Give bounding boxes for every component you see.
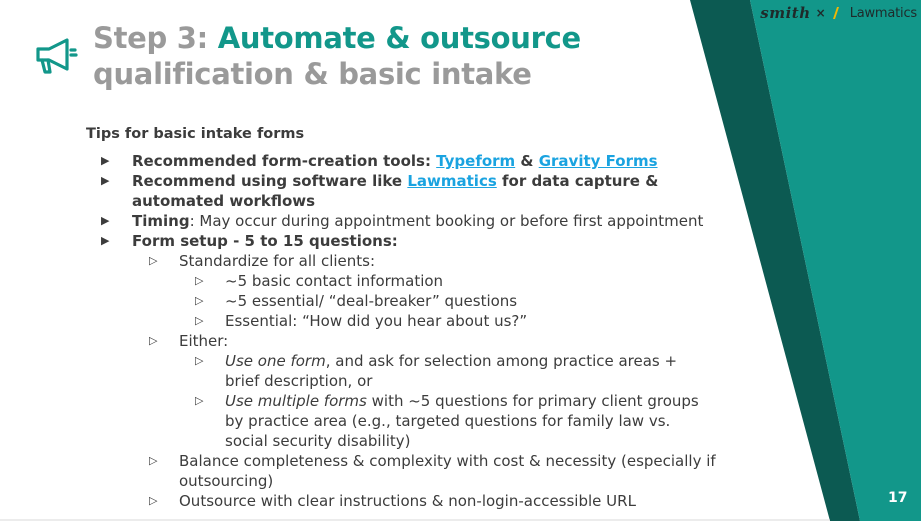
lawmatics-logo: Lawmatics [849, 5, 917, 21]
bullet-text: Either: [179, 332, 229, 350]
bullet-text: Essential: “How did you hear about us?” [225, 312, 528, 330]
sub-bullet-standardize [86, 251, 809, 271]
bullet-rest: : May occur during appointment booking or before first appointment [189, 212, 704, 230]
bullet-text: ~5 essential/ “deal-breaker” questions [225, 292, 518, 310]
bullet-text: ~5 basic contact information [225, 272, 444, 290]
outline-triangle-icon: ▷ [149, 334, 158, 347]
slide-body [86, 124, 786, 511]
sub-sub-bullet [86, 311, 715, 331]
bullet-rest: with ~5 questions for primary client groups by practice area (e.g., targeted questions for family law vs. social security disability) [225, 392, 699, 450]
outline-triangle-icon: ▷ [149, 454, 158, 467]
bullet-rest: for data capture & automated workflows [132, 172, 659, 210]
slide-title [93, 20, 581, 92]
bullet-text: Outsource with clear instructions & non-login-accessible URL [179, 492, 636, 510]
megaphone-icon [34, 36, 78, 76]
bullet-amp: & [515, 152, 539, 170]
bullet-rest: , and ask for selection among practice areas + brief description, or [225, 352, 678, 390]
outline-triangle-icon: ▷ [149, 254, 158, 267]
smith-logo: smith [760, 4, 811, 22]
gravity-forms-link[interactable]: Gravity Forms [538, 152, 658, 170]
bullet-text: Recommend using software like [132, 172, 408, 190]
sub-sub-bullet [86, 291, 715, 311]
outline-triangle-icon: ▷ [195, 274, 204, 287]
bullet-text: Recommended form-creation tools: [132, 152, 437, 170]
section-heading: Tips for basic intake forms [86, 126, 305, 142]
outline-triangle-icon: ▷ [195, 394, 204, 407]
bullet-timing [86, 211, 732, 231]
typeform-link[interactable]: Typeform [436, 152, 516, 170]
bullet-text: Standardize for all clients: [179, 252, 376, 270]
triangle-bullet-icon: ▶ [101, 234, 110, 247]
outline-triangle-icon: ▷ [195, 314, 204, 327]
triangle-bullet-icon: ▶ [101, 154, 110, 167]
sub-sub-bullet [86, 351, 715, 391]
title-accent: Automate & outsource [217, 21, 581, 55]
lawmatics-logo-mark [831, 5, 845, 21]
bullet-italic: Use one form [225, 352, 326, 370]
page-number: 17 [888, 490, 908, 506]
brand-logos [760, 2, 917, 24]
sub-bullet-outsource [86, 491, 809, 511]
bullet-label: Timing [132, 212, 190, 230]
brand-separator: × [815, 6, 826, 20]
outline-triangle-icon: ▷ [149, 494, 158, 507]
bullet-italic: Use multiple forms [225, 392, 367, 410]
outline-triangle-icon: ▷ [195, 354, 204, 367]
bullet-software [86, 171, 732, 211]
bullet-form-setup [86, 231, 732, 251]
bullet-text: Form setup - 5 to 15 questions: [132, 232, 398, 250]
title-line2: qualification & basic intake [93, 57, 532, 91]
sub-bullet-either [86, 331, 809, 351]
bullet-text: Balance completeness & complexity with cost & necessity (especially if outsourcing) [179, 452, 716, 490]
sub-sub-bullet [86, 271, 715, 291]
triangle-bullet-icon: ▶ [101, 214, 110, 227]
bullet-form-tools [86, 151, 732, 171]
title-prefix: Step 3: [93, 21, 218, 55]
outline-triangle-icon: ▷ [195, 294, 204, 307]
triangle-bullet-icon: ▶ [101, 174, 110, 187]
sub-bullet-balance [86, 451, 809, 491]
sub-sub-bullet [86, 391, 715, 451]
lawmatics-link[interactable]: Lawmatics [407, 172, 497, 190]
